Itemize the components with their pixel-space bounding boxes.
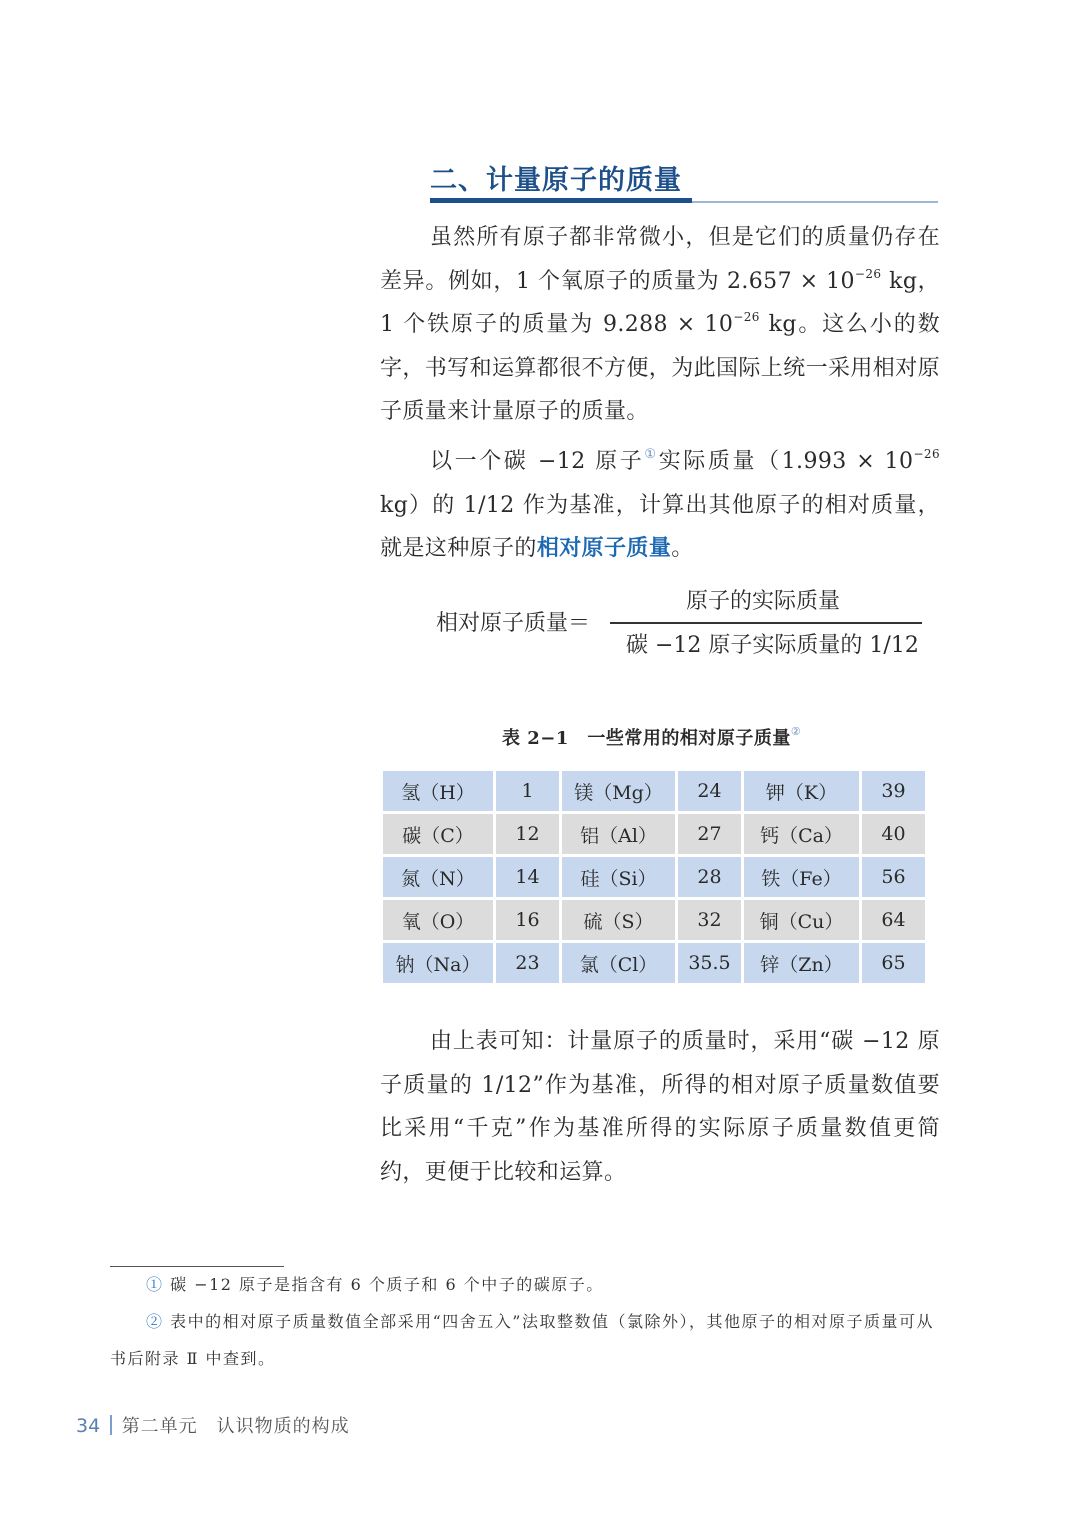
mass-value-cell: 24 bbox=[678, 771, 741, 811]
atomic-mass-table bbox=[380, 768, 928, 986]
mass-value-cell: 56 bbox=[862, 857, 925, 897]
mass-value-cell: 39 bbox=[862, 771, 925, 811]
element-name-cell: 铜（Cu） bbox=[744, 900, 859, 940]
mass-value-cell: 32 bbox=[678, 900, 741, 940]
table-row bbox=[383, 943, 925, 983]
mass-value-cell: 64 bbox=[862, 900, 925, 940]
formula bbox=[436, 584, 936, 664]
element-name-cell: 铁（Fe） bbox=[744, 857, 859, 897]
element-name-cell: 钾（K） bbox=[744, 771, 859, 811]
heading-underline-thick bbox=[430, 198, 692, 203]
mass-value-cell: 23 bbox=[496, 943, 559, 983]
paragraph-2: 以一个碳 −12 原子①实际质量（$1.993 \times 10^{-26}$ kg）的 1/12 作为基准，计算出其他原子的相对质量，就是这种原子的相对原子质量。 bbox=[380, 447, 940, 562]
mass-value-cell: 1 bbox=[496, 771, 559, 811]
footnote-ref-1[interactable]: ① bbox=[644, 447, 659, 462]
table-title: 表 2−1 一些常用的相对原子质量② bbox=[502, 725, 802, 749]
formula-denominator: 碳 −12 原子实际质量的 1/12 bbox=[626, 633, 919, 658]
mass-value-cell: 27 bbox=[678, 814, 741, 854]
footer-separator bbox=[110, 1415, 112, 1435]
page-footer bbox=[76, 1412, 350, 1438]
footnote-ref-2[interactable]: ② bbox=[790, 725, 802, 738]
footnote-2: ② 表中的相对原子质量数值全部采用“四舍五入”法取整数值（氯除外），其他原子的相对原子质量可从书后附录 Ⅱ 中查到。 bbox=[110, 1312, 934, 1368]
mass-value-cell: 12 bbox=[496, 814, 559, 854]
element-name-cell: 锌（Zn） bbox=[744, 943, 859, 983]
element-name-cell: 氢（H） bbox=[383, 771, 493, 811]
mass-value-cell: 16 bbox=[496, 900, 559, 940]
paragraph-1: 虽然所有原子都非常微小，但是它们的质量仍存在差异。例如，1 个氧原子的质量为 $2.657 \times 10^{-26}$ kg，1 个铁原子的质量为 $9.288 \times 10^{-26}$ kg。这么小的数字，书写和运算都很不方便，为此国际上统一采用相对原子质量来计量原子的质量。 bbox=[380, 225, 941, 425]
fraction-bar bbox=[610, 622, 922, 624]
mass-value-cell: 14 bbox=[496, 857, 559, 897]
mass-value-cell: 65 bbox=[862, 943, 925, 983]
table-row bbox=[383, 900, 925, 940]
element-name-cell: 铝（Al） bbox=[562, 814, 675, 854]
page-number: 34 bbox=[76, 1415, 101, 1437]
element-name-cell: 硅（Si） bbox=[562, 857, 675, 897]
element-name-cell: 氯（Cl） bbox=[562, 943, 675, 983]
element-name-cell: 硫（S） bbox=[562, 900, 675, 940]
element-name-cell: 氧（O） bbox=[383, 900, 493, 940]
mass-value-cell: 40 bbox=[862, 814, 925, 854]
paragraph-3: 由上表可知：计量原子的质量时，采用“碳 −12 原子质量的 1/12”作为基准，所得的相对原子质量数值要比采用“千克”作为基准所得的实际原子质量数值更简约，更便于比较和运算。 bbox=[380, 1029, 940, 1185]
table-row bbox=[383, 857, 925, 897]
element-name-cell: 碳（C） bbox=[383, 814, 493, 854]
formula-lhs: 相对原子质量＝ bbox=[436, 611, 591, 636]
heading-underline bbox=[430, 198, 938, 203]
table-row bbox=[383, 814, 925, 854]
element-name-cell: 镁（Mg） bbox=[562, 771, 675, 811]
mass-value-cell: 28 bbox=[678, 857, 741, 897]
section-heading: 二、计量原子的质量 bbox=[430, 165, 682, 196]
mass-value-cell: 35.5 bbox=[678, 943, 741, 983]
element-name-cell: 钠（Na） bbox=[383, 943, 493, 983]
element-name-cell: 钙（Ca） bbox=[744, 814, 859, 854]
key-term: 相对原子质量 bbox=[536, 536, 672, 562]
unit-title: 第二单元 认识物质的构成 bbox=[121, 1416, 350, 1437]
element-name-cell: 氮（N） bbox=[383, 857, 493, 897]
footnote-1: ① 碳 −12 原子是指含有 6 个质子和 6 个中子的碳原子。 bbox=[146, 1275, 604, 1294]
formula-numerator: 原子的实际质量 bbox=[686, 589, 841, 614]
table-row bbox=[383, 771, 925, 811]
